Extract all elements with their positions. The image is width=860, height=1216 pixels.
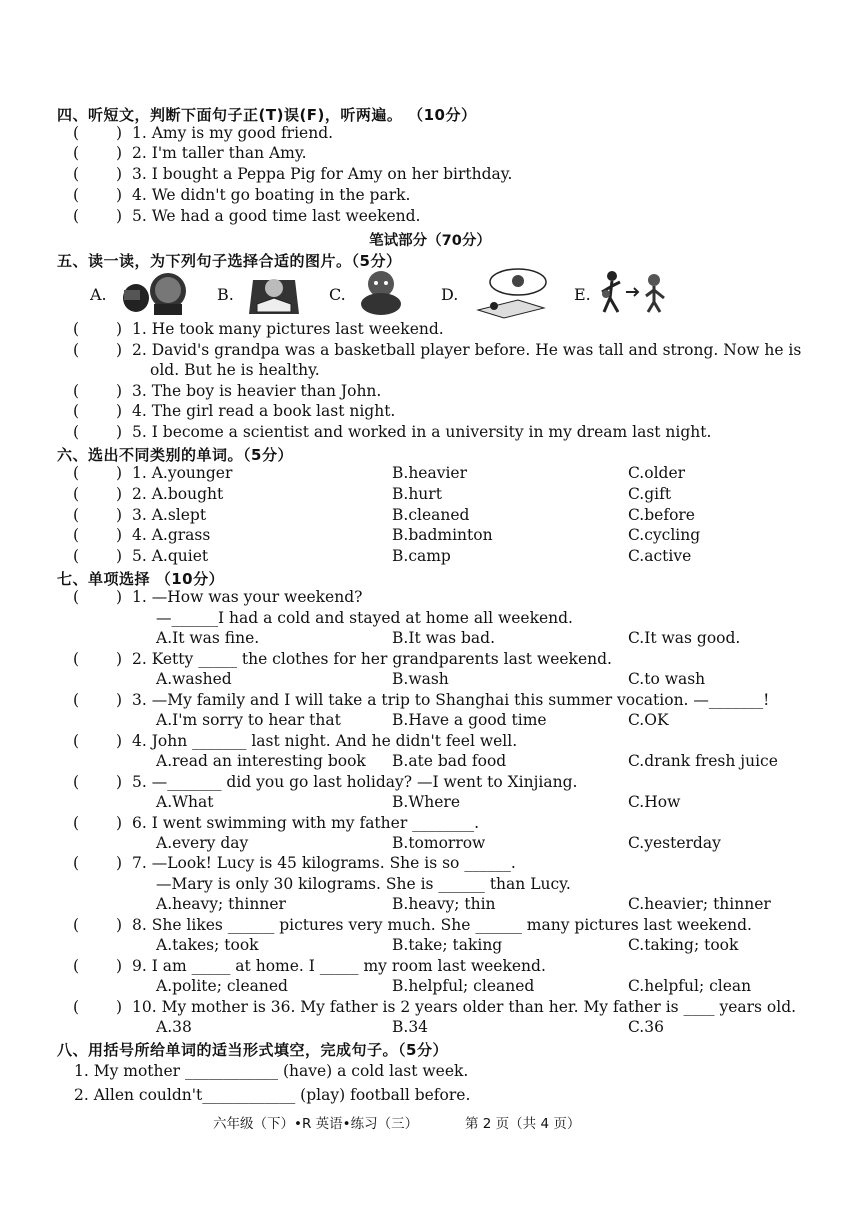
option-a: A.heavy; thinner [156,895,286,913]
section-5-title: 五、读一读，为下列句子选择合适的图片。（5分） [57,252,402,270]
picture-item [68,341,820,362]
item-text: 4. The girl read a book last night. [132,402,396,420]
option-a: 2. A.bought [132,485,224,503]
option-a: A.washed [156,670,232,688]
option-c: C.active [628,547,692,565]
item-text: 4. We didn't go boating in the park. [132,186,411,204]
question-text: 10. My mother is 36. My father is 2 years older than her. My father is ____ years old. [132,998,797,1016]
answer-open-paren: ( [73,998,80,1016]
picture-label-b: B. [217,285,234,304]
option-a: A.takes; took [156,936,259,954]
listening-item [68,165,820,186]
fill-in-item: 2. Allen couldn't____________ (play) football before. [74,1086,471,1104]
answer-close-paren: ) [116,998,123,1016]
options-line [68,629,820,650]
word-item [68,485,820,506]
question-text-continued: —______I had a cold and stayed at home all weekend. [156,609,573,627]
question-text: 5. —_______ did you go last holiday? —I went to Xinjiang. [132,773,578,791]
option-c: C.taking; took [628,936,739,954]
footer-page-number: 第 2 页（共 4 页） [465,1116,581,1132]
listening-item [68,186,820,207]
answer-open-paren: ( [73,402,80,420]
answer-open-paren: ( [73,207,80,225]
options-line [68,834,820,855]
choice-question [68,916,820,937]
word-item [68,464,820,485]
dream-scientist-picture [472,266,550,320]
options-line [68,670,820,691]
answer-close-paren: ) [116,547,123,565]
answer-open-paren: ( [73,464,80,482]
answer-close-paren: ) [116,506,123,524]
answer-open-paren: ( [73,144,80,162]
section-4-title: 四、听短文，判断下面句子正(T)误(F)，听两遍。 （10分） [57,106,477,124]
answer-close-paren: ) [116,124,123,142]
answer-close-paren: ) [116,341,123,359]
options-line [68,1018,820,1039]
answer-close-paren: ) [116,957,123,975]
choice-question [68,814,820,835]
choice-question [68,998,820,1019]
answer-open-paren: ( [73,916,80,934]
option-c: C.36 [628,1018,664,1036]
option-c: C.drank fresh juice [628,752,778,770]
question-text: 1. —How was your weekend? [132,588,363,606]
item-text: 2. I'm taller than Amy. [132,144,307,162]
picture-item [68,320,820,341]
option-a: A.It was fine. [156,629,260,647]
answer-close-paren: ) [116,732,123,750]
answer-open-paren: ( [73,186,80,204]
question-text: 2. Ketty _____ the clothes for her grandparents last weekend. [132,650,612,668]
picture-item [68,423,820,444]
section-6-title: 六、选出不同类别的单词。（5分） [57,446,293,464]
answer-open-paren: ( [73,382,80,400]
item-text: 5. I become a scientist and worked in a university in my dream last night. [132,423,712,441]
choice-question [68,650,820,671]
item-text: 2. David's grandpa was a basketball player before. He was tall and strong. Now he is [132,341,802,359]
answer-open-paren: ( [73,526,80,544]
choice-question [68,732,820,753]
option-b: B.cleaned [392,506,470,524]
answer-open-paren: ( [73,773,80,791]
choice-question [68,691,820,712]
answer-open-paren: ( [73,485,80,503]
picture-label-c: C. [329,285,346,304]
answer-open-paren: ( [73,588,80,606]
question-text: 8. She likes ______ pictures very much. She ______ many pictures last weekend. [132,916,752,934]
option-b: B.hurt [392,485,442,503]
answer-close-paren: ) [116,650,123,668]
option-c: C.before [628,506,695,524]
option-b: B.heavier [392,464,468,482]
option-c: C.heavier; thinner [628,895,771,913]
answer-close-paren: ) [116,588,123,606]
answer-close-paren: ) [116,526,123,544]
listening-item [68,207,820,228]
question-text: 6. I went swimming with my father ________. [132,814,480,832]
answer-open-paren: ( [73,423,80,441]
picture-item [68,402,820,423]
word-item [68,547,820,568]
answer-close-paren: ) [116,773,123,791]
options-line [68,977,820,998]
answer-close-paren: ) [116,814,123,832]
word-item [68,526,820,547]
option-a: A.I'm sorry to hear that [156,711,341,729]
answer-open-paren: ( [73,506,80,524]
question-line [68,875,820,896]
heavy-boy-picture [355,268,407,318]
question-text: 7. —Look! Lucy is 45 kilograms. She is so ______. [132,854,516,872]
answer-close-paren: ) [116,382,123,400]
picture-label-d: D. [441,285,459,304]
answer-open-paren: ( [73,341,80,359]
options-line [68,895,820,916]
answer-close-paren: ) [116,165,123,183]
option-c: C.older [628,464,686,482]
answer-open-paren: ( [73,165,80,183]
footer-course-label: 六年级（下）•R 英语•练习（三） [213,1116,419,1132]
option-b: B.Where [392,793,460,811]
answer-open-paren: ( [73,124,80,142]
item-text-continued: old. But he is healthy. [150,361,320,379]
word-item [68,506,820,527]
option-c: C.gift [628,485,672,503]
option-c: C.cycling [628,526,701,544]
option-c: C.to wash [628,670,706,688]
option-b: B.tomorrow [392,834,486,852]
answer-close-paren: ) [116,916,123,934]
question-text: 9. I am _____ at home. I _____ my room last weekend. [132,957,546,975]
answer-open-paren: ( [73,732,80,750]
section-7-title: 七、单项选择 （10分） [57,570,225,588]
item-text: 1. He took many pictures last weekend. [132,320,444,338]
listening-item [68,144,820,165]
answer-close-paren: ) [116,186,123,204]
option-a: A.read an interesting book [156,752,366,770]
option-a: 4. A.grass [132,526,211,544]
answer-open-paren: ( [73,691,80,709]
option-a: 5. A.quiet [132,547,209,565]
answer-open-paren: ( [73,854,80,872]
option-b: B.take; taking [392,936,503,954]
option-a: A.38 [156,1018,192,1036]
question-text-continued: —Mary is only 30 kilograms. She is ______ than Lucy. [156,875,571,893]
option-c: C.helpful; clean [628,977,752,995]
option-b: B.Have a good time [392,711,547,729]
answer-close-paren: ) [116,402,123,420]
basketball-grandpa-picture [598,268,674,316]
option-b: B.badminton [392,526,493,544]
answer-open-paren: ( [73,547,80,565]
options-line [68,936,820,957]
choice-question [68,588,820,609]
listening-item [68,124,820,145]
section-8-title: 八、用括号所给单词的适当形式填空，完成句子。（5分） [57,1041,448,1059]
item-text: 1. Amy is my good friend. [132,124,334,142]
option-c: C.It was good. [628,629,741,647]
answer-close-paren: ) [116,485,123,503]
option-b: B.34 [392,1018,429,1036]
option-a: A.polite; cleaned [156,977,288,995]
answer-open-paren: ( [73,957,80,975]
option-a: 3. A.slept [132,506,207,524]
answer-close-paren: ) [116,207,123,225]
question-text: 4. John _______ last night. And he didn't feel well. [132,732,518,750]
choice-question [68,773,820,794]
option-c: C.How [628,793,681,811]
answer-close-paren: ) [116,423,123,441]
option-a: A.every day [156,834,249,852]
answer-open-paren: ( [73,814,80,832]
picture-label-e: E. [574,285,591,304]
option-c: C.yesterday [628,834,721,852]
answer-close-paren: ) [116,464,123,482]
options-line [68,711,820,732]
option-a: A.What [156,793,214,811]
option-b: B.camp [392,547,451,565]
option-b: B.wash [392,670,449,688]
answer-close-paren: ) [116,144,123,162]
reading-girl-picture [243,270,305,316]
options-line [68,793,820,814]
item-text: 3. I bought a Peppa Pig for Amy on her birthday. [132,165,513,183]
answer-open-paren: ( [73,320,80,338]
fill-in-item: 1. My mother ____________ (have) a cold last week. [74,1062,469,1080]
answer-close-paren: ) [116,691,123,709]
options-line [68,752,820,773]
option-b: B.It was bad. [392,629,495,647]
answer-close-paren: ) [116,854,123,872]
item-text: 5. We had a good time last weekend. [132,207,421,225]
question-line [68,609,820,630]
option-a: 1. A.younger [132,464,233,482]
option-b: B.helpful; cleaned [392,977,535,995]
choice-question [68,957,820,978]
choice-question [68,854,820,875]
photographer-picture [116,268,192,316]
answer-open-paren: ( [73,650,80,668]
written-part-title: 笔试部分（70分） [369,233,491,249]
item-text: 3. The boy is heavier than John. [132,382,382,400]
option-c: C.OK [628,711,669,729]
picture-label-a: A. [90,285,107,304]
picture-item [68,382,820,403]
answer-close-paren: ) [116,320,123,338]
question-text: 3. —My family and I will take a trip to Shanghai this summer vocation. —_______! [132,691,770,709]
option-b: B.heavy; thin [392,895,496,913]
option-b: B.ate bad food [392,752,507,770]
